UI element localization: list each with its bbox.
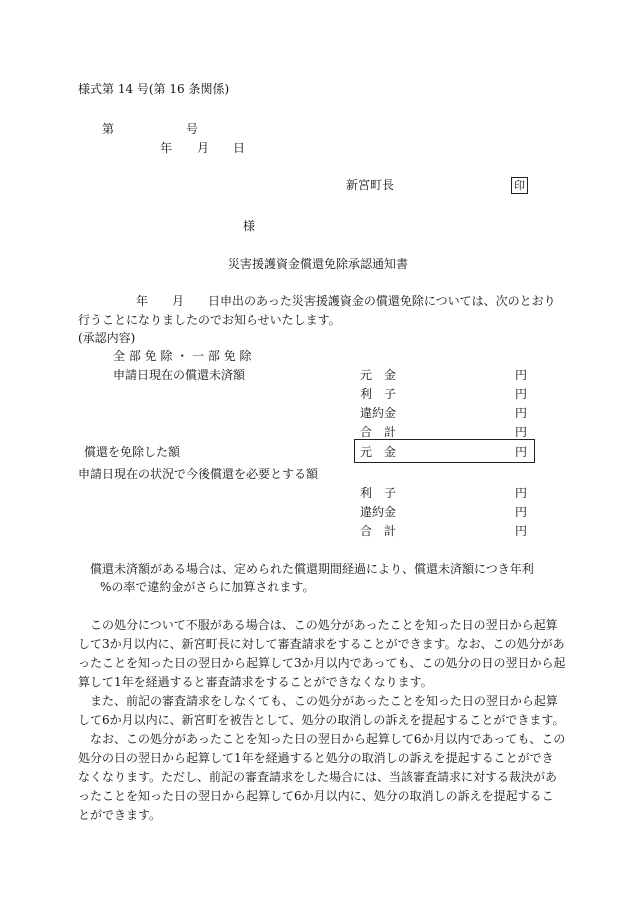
- unpaid-principal-yen: 円: [515, 368, 528, 382]
- seal-box: 印: [511, 177, 528, 194]
- unpaid-penalty-yen: 円: [515, 406, 528, 420]
- number-suffix: 号: [186, 122, 199, 136]
- exempted-principal-yen: 円: [515, 445, 528, 459]
- date-year: 年: [160, 141, 173, 155]
- intro-month: 月: [172, 294, 185, 308]
- approval-heading: (承認内容): [78, 331, 136, 345]
- appeal-line: なお、この処分があったことを知った日の翌日から起算して6か月以内であっても、この: [90, 732, 566, 746]
- unpaid-label: 申請日現在の償還未済額: [113, 368, 246, 382]
- unpaid-principal-label: 元 金: [360, 368, 397, 382]
- form-id: 様式第 14 号(第 16 条関係): [78, 82, 230, 96]
- exempted-label: 償還を免除した額: [84, 445, 181, 459]
- intro-year: 年: [136, 294, 149, 308]
- appeal-line: して6か月以内に、新宮町を被告として、処分の取消しの訴えを提起することができます。: [78, 713, 565, 727]
- future-label: 申請日現在の状況で今後償還を必要とする額: [78, 467, 319, 481]
- issuer: 新宮町長: [346, 178, 395, 192]
- future-penalty-yen: 円: [515, 505, 528, 519]
- approval-type: 全 部 免 除 ・ 一 部 免 除: [113, 349, 252, 363]
- future-interest-yen: 円: [515, 486, 528, 500]
- appeal-line: 算して1年を経過すると審査請求をすることができなくなります。: [78, 675, 433, 689]
- exempted-principal-label: 元 金: [360, 445, 397, 459]
- appeal-line: 処分の日の翌日から起算して1年を経過すると処分の取消しの訴えを提起することができ: [78, 751, 554, 765]
- recipient-honorific: 様: [243, 219, 256, 233]
- document-title: 災害援護資金償還免除承認通知書: [228, 257, 409, 271]
- future-total-yen: 円: [515, 524, 528, 538]
- appeal-line: この処分について不服がある場合は、この処分があったことを知った日の翌日から起算: [90, 618, 558, 632]
- appeal-line: ったことを知った日の翌日から起算して6か月以内に、処分の取消しの訴えを提起するこ: [78, 789, 554, 803]
- future-penalty-label: 違約金: [360, 505, 397, 519]
- future-total-label: 合 計: [360, 524, 397, 538]
- intro-text-line2: 行うことになりましたのでお知らせいたします。: [78, 313, 341, 327]
- date-month: 月: [197, 141, 210, 155]
- appeal-line: なくなります。ただし、前記の審査請求をした場合には、当該審査請求に対する裁決があ: [78, 770, 558, 784]
- intro-text: 日申出のあった災害援護資金の償還免除については、次のとおり: [208, 294, 556, 308]
- appeal-line: して3か月以内に、新宮町長に対して審査請求をすることができます。なお、この処分があ: [78, 637, 565, 651]
- appeal-line: とができます。: [78, 808, 162, 822]
- unpaid-total-label: 合 計: [360, 425, 397, 439]
- future-interest-label: 利 子: [360, 486, 397, 500]
- note-line1: 償還未済額がある場合は、定められた償還期間経過により、償還未済額につき年利: [90, 562, 534, 576]
- number-prefix: 第: [102, 122, 115, 136]
- unpaid-interest-label: 利 子: [360, 387, 397, 401]
- unpaid-penalty-label: 違約金: [360, 406, 397, 420]
- unpaid-interest-yen: 円: [515, 387, 528, 401]
- appeal-line: ったことを知った日の翌日から起算して3か月以内であっても、この処分の日の翌日から起: [78, 656, 566, 670]
- unpaid-total-yen: 円: [515, 425, 528, 439]
- appeal-line: また、前記の審査請求をしなくても、この処分があったことを知った日の翌日から起算: [90, 694, 558, 708]
- date-day: 日: [233, 141, 246, 155]
- note-line2: %の率で違約金がさらに加算されます。: [100, 580, 315, 594]
